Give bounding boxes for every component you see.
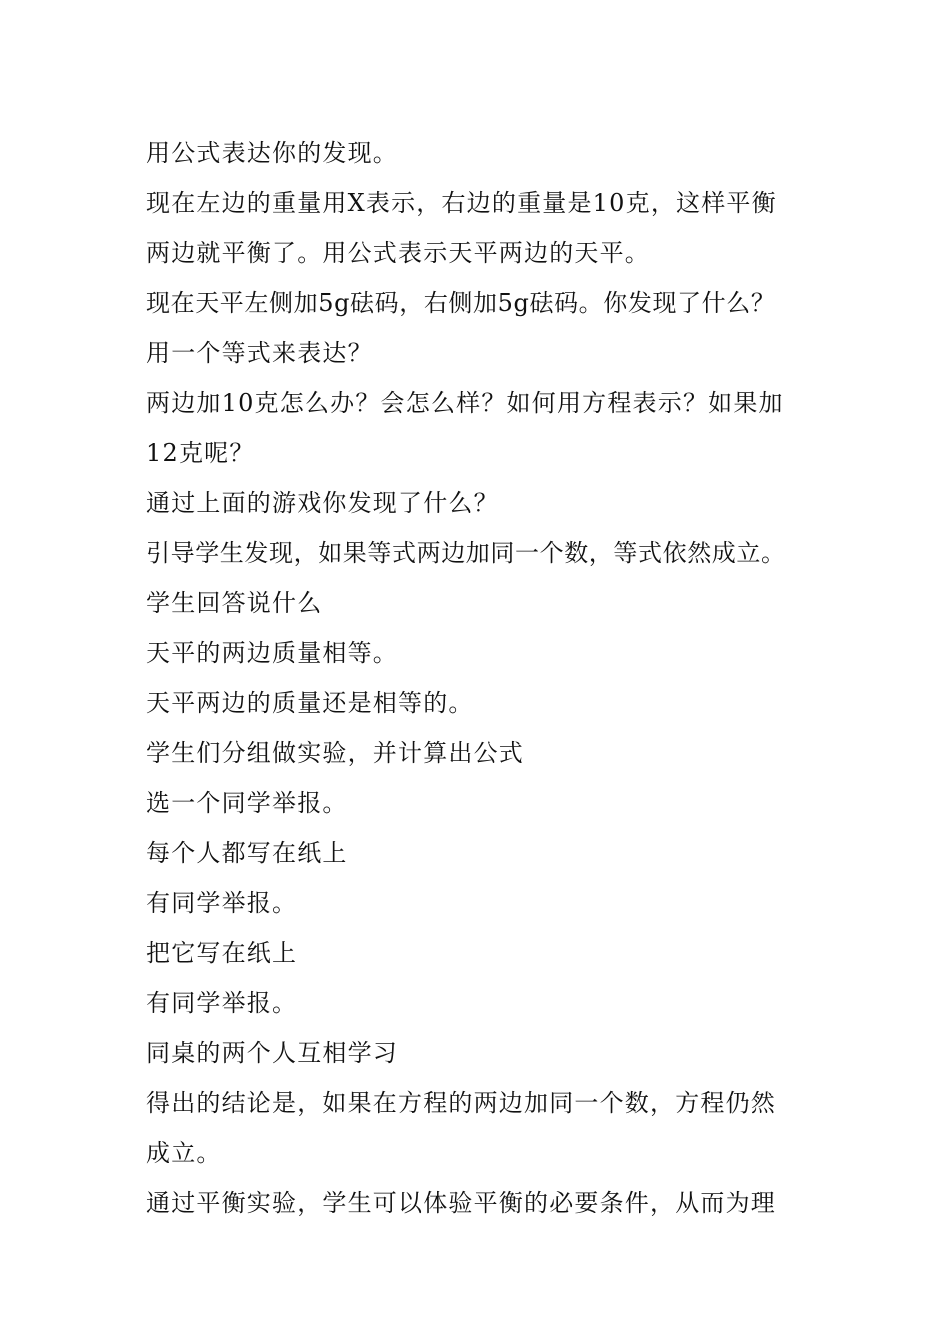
text-line: 有同学举报。 bbox=[146, 889, 298, 917]
text-line: 通过平衡实验，学生可以体验平衡的必要条件，从而为理 bbox=[146, 1189, 776, 1217]
text-line: 用公式表达你的发现。 bbox=[146, 139, 398, 167]
text-line: 学生们分组做实验，并计算出公式 bbox=[146, 739, 524, 767]
text-line: 把它写在纸上 bbox=[146, 939, 298, 967]
text-line: 学生回答说什么 bbox=[146, 589, 323, 617]
text-line: 用一个等式来表达？ bbox=[146, 339, 373, 367]
text-line: 天平两边的质量还是相等的。 bbox=[146, 689, 474, 717]
text-line: 成立。 bbox=[146, 1139, 222, 1167]
text-line: 天平的两边质量相等。 bbox=[146, 639, 398, 667]
text-line: 两边就平衡了。用公式表示天平两边的天平。 bbox=[146, 239, 650, 267]
text-line: 同桌的两个人互相学习 bbox=[146, 1039, 398, 1067]
text-line: 有同学举报。 bbox=[146, 989, 298, 1017]
text-line: 得出的结论是，如果在方程的两边加同一个数，方程仍然 bbox=[146, 1089, 776, 1117]
text-line: 通过上面的游戏你发现了什么？ bbox=[146, 489, 499, 517]
text-line: 两边加10克怎么办？会怎么样？如何用方程表示？如果加 bbox=[146, 389, 784, 417]
text-line: 选一个同学举报。 bbox=[146, 789, 348, 817]
text-line: 现在左边的重量用X表示，右边的重量是10克，这样平衡 bbox=[146, 189, 777, 217]
text-line: 现在天平左侧加5g砝码，右侧加5g砝码。你发现了什么？ bbox=[146, 289, 776, 317]
document-body bbox=[146, 128, 810, 1228]
text-line: 引导学生发现，如果等式两边加同一个数，等式依然成立。 bbox=[146, 539, 786, 567]
text-line: 12克呢？ bbox=[146, 439, 255, 467]
text-line: 每个人都写在纸上 bbox=[146, 839, 348, 867]
